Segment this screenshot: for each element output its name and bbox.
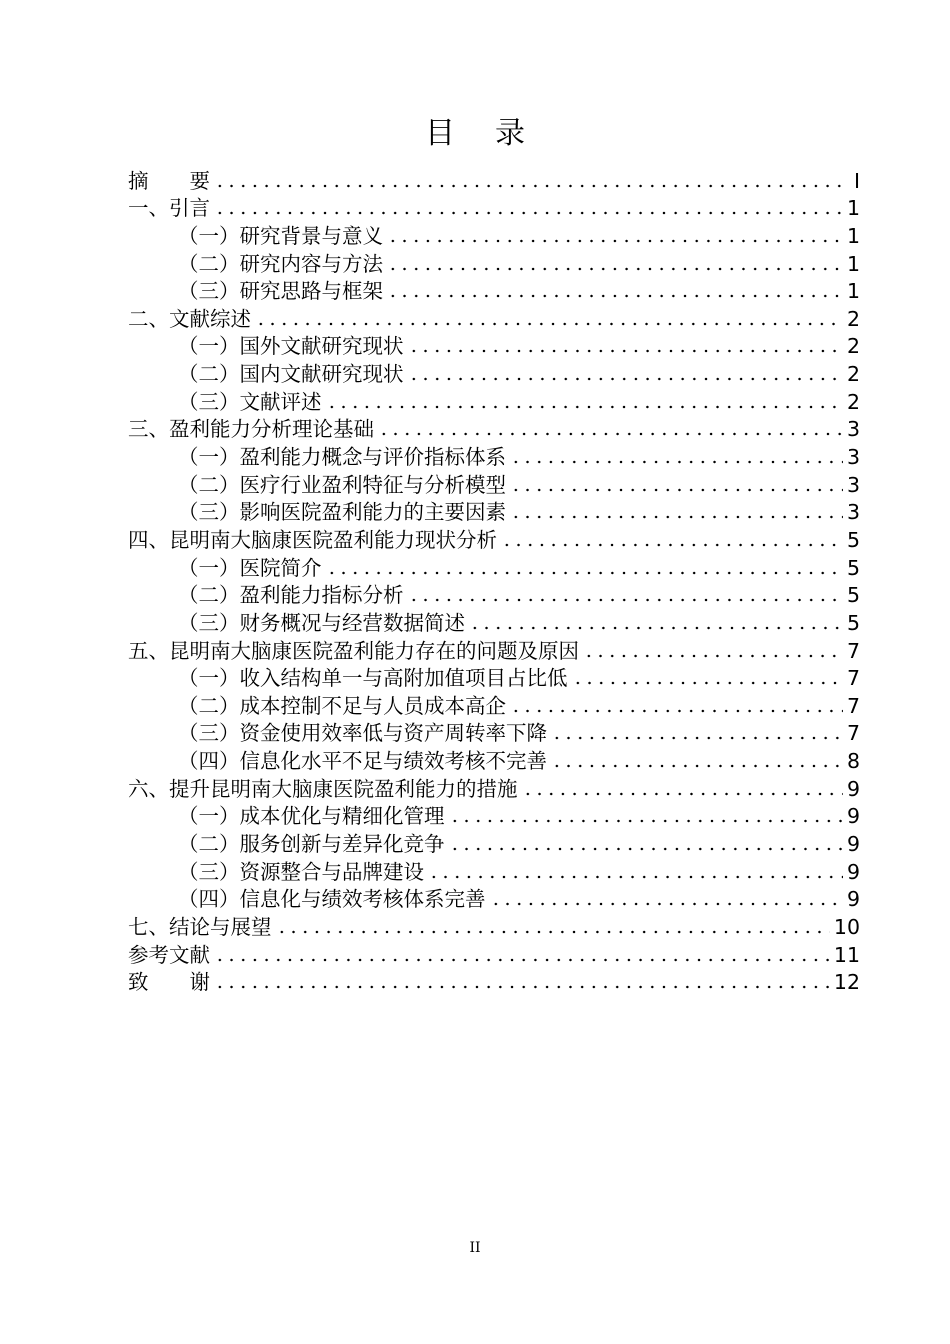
toc-entry-page: 3 — [846, 500, 860, 525]
toc-entry-page: 1 — [846, 279, 860, 304]
toc-entry-section-6-2[interactable] — [128, 828, 860, 856]
toc-entry-chapter-3[interactable] — [128, 414, 860, 442]
toc-dot-leader — [387, 286, 843, 298]
toc-entry-section-2-1[interactable] — [128, 331, 860, 359]
toc-entry-label: （一）收入结构单一与高附加值项目占比低 — [178, 666, 568, 691]
toc-entry-section-1-3[interactable] — [128, 276, 860, 304]
toc-entry-section-3-1[interactable] — [128, 441, 860, 469]
toc-dot-leader — [214, 950, 830, 962]
toc-entry-page: 9 — [846, 859, 860, 884]
toc-entry-page: 5 — [846, 610, 860, 635]
toc-entry-section-2-3[interactable] — [128, 386, 860, 414]
toc-dot-leader — [510, 507, 843, 519]
toc-entry-page: 7 — [846, 721, 860, 746]
toc-entry-label: 摘 要 — [128, 168, 210, 193]
footer-page-number: II — [469, 1240, 481, 1256]
toc-entry-page: 9 — [846, 804, 860, 829]
toc-entry-acknowledgements[interactable] — [128, 967, 860, 995]
toc-entry-page: 2 — [846, 306, 860, 331]
toc-entry-page: 7 — [846, 638, 860, 663]
toc-entry-label: 六、提升昆明南大脑康医院盈利能力的措施 — [128, 776, 518, 801]
toc-dot-leader — [583, 646, 843, 658]
toc-entry-page: 9 — [846, 776, 860, 801]
toc-entry-page: 2 — [846, 389, 860, 414]
toc-entry-label: 一、引言 — [128, 196, 210, 221]
toc-entry-page: 9 — [846, 887, 860, 912]
toc-dot-leader — [490, 894, 843, 906]
toc-entry-page: 7 — [846, 693, 860, 718]
toc-entry-label: （一）盈利能力概念与评价指标体系 — [178, 445, 506, 470]
toc-dot-leader — [214, 977, 830, 989]
toc-entry-section-4-1[interactable] — [128, 552, 860, 580]
page-title-part2: 录 — [495, 116, 525, 151]
toc-entry-section-5-1[interactable] — [128, 663, 860, 691]
toc-entry-section-4-2[interactable] — [128, 580, 860, 608]
toc-entry-label: 四、昆明南大脑康医院盈利能力现状分析 — [128, 527, 497, 552]
toc-entry-label: （一）医院简介 — [178, 555, 322, 580]
page-title-part1: 目 — [425, 116, 455, 151]
toc-entry-label: （二）成本控制不足与人员成本高企 — [178, 693, 506, 718]
toc-entry-label: （三）资源整合与品牌建设 — [178, 859, 424, 884]
toc-dot-leader — [551, 728, 843, 740]
toc-entry-section-5-2[interactable] — [128, 690, 860, 718]
toc-dot-leader — [510, 701, 843, 713]
toc-entry-chapter-1[interactable] — [128, 193, 860, 221]
toc-entry-page: 11 — [833, 942, 860, 967]
toc-dot-leader — [469, 618, 843, 630]
toc-entry-label: （四）信息化水平不足与绩效考核不完善 — [178, 749, 547, 774]
toc-dot-leader — [214, 203, 843, 215]
toc-entry-page: 1 — [846, 223, 860, 248]
toc-dot-leader — [449, 839, 843, 851]
toc-dot-leader — [551, 756, 843, 768]
toc-dot-leader — [449, 811, 843, 823]
toc-dot-leader — [255, 314, 843, 326]
toc-dot-leader — [326, 397, 843, 409]
toc-dot-leader — [510, 480, 843, 492]
toc-entry-chapter-5[interactable] — [128, 635, 860, 663]
toc-entry-label: （一）国外文献研究现状 — [178, 334, 404, 359]
toc-dot-leader — [522, 784, 843, 796]
toc-dot-leader — [276, 922, 830, 934]
toc-entry-page: 2 — [846, 362, 860, 387]
toc-entry-chapter-2[interactable] — [128, 303, 860, 331]
toc-entry-label: （三）资金使用效率低与资产周转率下降 — [178, 721, 547, 746]
toc-entry-chapter-6[interactable] — [128, 773, 860, 801]
toc-entry-references[interactable] — [128, 939, 860, 967]
toc-entry-section-3-3[interactable] — [128, 497, 860, 525]
toc-entry-section-6-4[interactable] — [128, 884, 860, 912]
toc-entry-page: I — [853, 168, 860, 193]
toc-entry-page: 8 — [846, 749, 860, 774]
toc-entry-section-1-2[interactable] — [128, 248, 860, 276]
toc-entry-label: （一）成本优化与精细化管理 — [178, 804, 445, 829]
toc-dot-leader — [501, 535, 843, 547]
toc-entry-label: 七、结论与展望 — [128, 914, 272, 939]
toc-entry-label: 致 谢 — [128, 970, 210, 995]
toc-dot-leader — [428, 867, 843, 879]
table-of-contents — [128, 165, 860, 994]
toc-dot-leader — [510, 452, 843, 464]
toc-entry-section-6-1[interactable] — [128, 801, 860, 829]
toc-entry-label: （三）研究思路与框架 — [178, 279, 383, 304]
toc-entry-label: （二）医疗行业盈利特征与分析模型 — [178, 472, 506, 497]
toc-entry-abstract[interactable] — [128, 165, 860, 193]
toc-dot-leader — [408, 590, 843, 602]
toc-entry-page: 2 — [846, 334, 860, 359]
toc-dot-leader — [387, 259, 843, 271]
toc-entry-label: （三）文献评述 — [178, 389, 322, 414]
toc-entry-page: 12 — [833, 970, 860, 995]
toc-entry-chapter-7[interactable] — [128, 911, 860, 939]
toc-dot-leader — [214, 176, 844, 188]
page-title — [0, 114, 950, 154]
toc-entry-page: 1 — [846, 251, 860, 276]
toc-entry-label: （二）盈利能力指标分析 — [178, 583, 404, 608]
toc-entry-page: 5 — [846, 527, 860, 552]
toc-entry-chapter-4[interactable] — [128, 524, 860, 552]
toc-entry-section-6-3[interactable] — [128, 856, 860, 884]
toc-entry-label: （一）研究背景与意义 — [178, 223, 383, 248]
toc-entry-section-3-2[interactable] — [128, 469, 860, 497]
toc-dot-leader — [408, 341, 843, 353]
toc-entry-label: 二、文献综述 — [128, 306, 251, 331]
toc-entry-page: 3 — [846, 472, 860, 497]
toc-entry-page: 7 — [846, 666, 860, 691]
toc-entry-label: （三）财务概况与经营数据简述 — [178, 610, 465, 635]
toc-entry-page: 5 — [846, 555, 860, 580]
toc-dot-leader — [378, 424, 843, 436]
toc-entry-page: 1 — [846, 196, 860, 221]
toc-dot-leader — [387, 231, 843, 243]
toc-entry-label: 三、盈利能力分析理论基础 — [128, 417, 374, 442]
toc-entry-section-2-2[interactable] — [128, 358, 860, 386]
toc-entry-label: （二）研究内容与方法 — [178, 251, 383, 276]
toc-dot-leader — [326, 563, 843, 575]
toc-entry-page: 3 — [846, 445, 860, 470]
toc-entry-section-4-3[interactable] — [128, 607, 860, 635]
toc-entry-page: 5 — [846, 583, 860, 608]
toc-entry-page: 10 — [833, 914, 860, 939]
toc-dot-leader — [408, 369, 843, 381]
toc-entry-label: 五、昆明南大脑康医院盈利能力存在的问题及原因 — [128, 638, 579, 663]
toc-dot-leader — [572, 673, 843, 685]
toc-entry-label: 参考文献 — [128, 942, 210, 967]
toc-entry-section-1-1[interactable] — [128, 220, 860, 248]
toc-entry-label: （二）国内文献研究现状 — [178, 362, 404, 387]
toc-entry-section-5-3[interactable] — [128, 718, 860, 746]
toc-entry-label: （二）服务创新与差异化竞争 — [178, 832, 445, 857]
toc-entry-label: （三）影响医院盈利能力的主要因素 — [178, 500, 506, 525]
toc-entry-label: （四）信息化与绩效考核体系完善 — [178, 887, 486, 912]
toc-entry-page: 9 — [846, 832, 860, 857]
toc-entry-page: 3 — [846, 417, 860, 442]
toc-entry-section-5-4[interactable] — [128, 745, 860, 773]
